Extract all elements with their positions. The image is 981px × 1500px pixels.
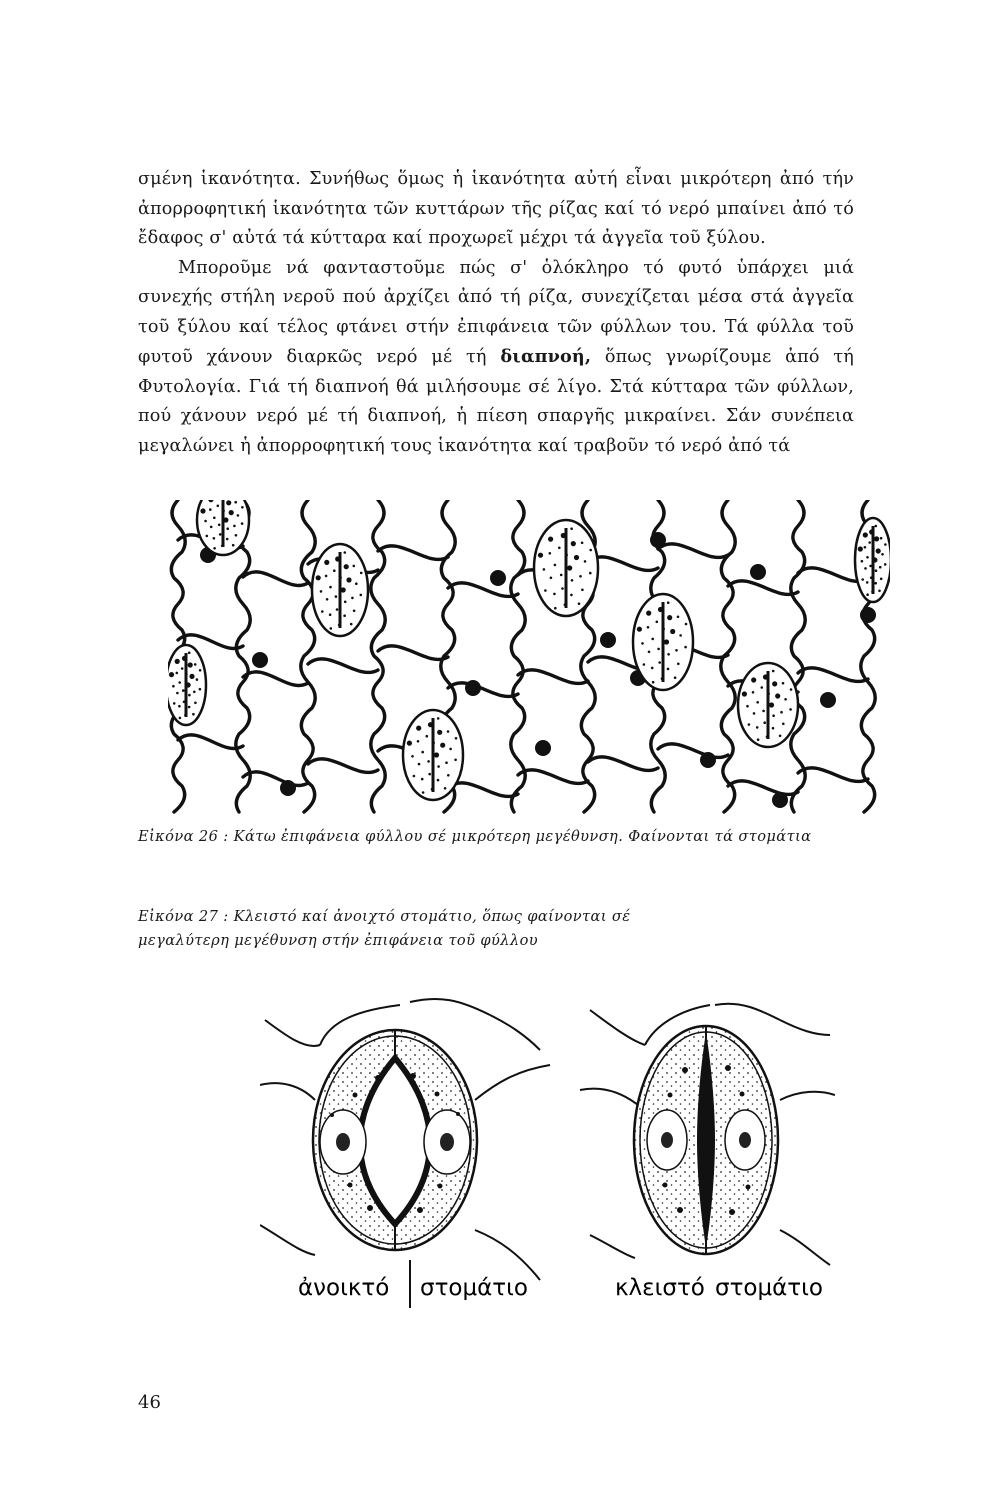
cell-wall-vertical bbox=[511, 500, 525, 812]
figure-27-stomata-detail bbox=[260, 990, 835, 1310]
stoma bbox=[633, 594, 693, 690]
cell-wall-cross bbox=[658, 744, 728, 758]
cell-nucleus bbox=[535, 740, 551, 756]
cell-wall-cross bbox=[243, 772, 308, 786]
cell-wall-cross bbox=[178, 735, 243, 749]
stoma bbox=[403, 710, 463, 800]
cell-wall-cross bbox=[798, 768, 868, 782]
term-diapnoi: διαπνοή, bbox=[500, 346, 592, 367]
figure-26-leaf-epidermis bbox=[168, 500, 890, 818]
figure-27-caption-line-2: μεγαλύτερη μεγέθυνση στήν ἐπιφάνεια τοῦ φύλλου bbox=[138, 932, 539, 949]
stoma bbox=[738, 663, 798, 747]
cell-wall-cross bbox=[658, 544, 728, 558]
cell-nucleus bbox=[465, 680, 481, 696]
cell-wall-cross bbox=[378, 646, 448, 660]
label-closed-word-1: κλειστό bbox=[615, 1275, 705, 1301]
figure-27-caption bbox=[138, 905, 738, 953]
cell-wall-cross bbox=[243, 572, 308, 586]
cell-wall-cross bbox=[588, 757, 658, 771]
label-closed-word-2: στομάτιο bbox=[715, 1275, 823, 1301]
body-text bbox=[138, 165, 854, 461]
cell-wall-cross bbox=[308, 759, 378, 773]
cell-nucleus bbox=[700, 752, 716, 768]
cell-wall-cross bbox=[448, 583, 518, 597]
figure-27-caption-line-1: Εἰκόνα 27 : Κλειστό καί ἀνοιχτό στομάτιο, ὅπως φαίνονται σέ bbox=[138, 908, 631, 925]
label-open-word-1: ἀνοικτό bbox=[298, 1275, 390, 1301]
cell-nucleus bbox=[280, 780, 296, 796]
page-number: 46 bbox=[138, 1392, 161, 1413]
cell-nucleus bbox=[820, 692, 836, 708]
cell-wall-cross bbox=[728, 581, 798, 595]
cell-wall-cross bbox=[308, 659, 378, 673]
cell-nucleus bbox=[650, 532, 666, 548]
cell-nucleus bbox=[490, 570, 506, 586]
cell-wall-vertical bbox=[791, 500, 805, 812]
cell-wall-cross bbox=[448, 783, 518, 797]
stoma bbox=[168, 645, 206, 725]
cell-wall-cross bbox=[728, 781, 798, 795]
stomata-group bbox=[168, 500, 890, 800]
stoma bbox=[197, 500, 249, 555]
closed-stoma bbox=[634, 1026, 778, 1254]
paragraph-2 bbox=[138, 254, 854, 462]
cell-nucleus bbox=[772, 792, 788, 808]
stoma bbox=[534, 520, 598, 616]
cell-nucleus bbox=[750, 564, 766, 580]
label-open-word-2: στομάτιο bbox=[420, 1275, 528, 1301]
open-stoma bbox=[313, 1030, 477, 1250]
cell-wall-cross bbox=[378, 546, 448, 560]
cell-wall-cross bbox=[448, 683, 518, 697]
cell-wall-cross bbox=[243, 672, 308, 686]
cell-wall-cross bbox=[798, 668, 868, 682]
paragraph-2-part-b: ὅπως γνωρίζουμε ἀπό τή Φυτολογία. Γιά τή διαπνοή θά μιλήσουμε σέ λίγο. Στά κύτταρα τῶν φύλλων, πού χάνουν νερό μέ τή διαπνοή, ἡ πίεση σπαργῆς μικραίνει. Σάν συνέπεια μεγαλώνει ἡ ἀπορροφητική τους ἱκανότητα καί τραβοῦν τό νερό ἀπό τά bbox=[138, 347, 854, 456]
stoma bbox=[312, 544, 368, 636]
cell-nucleus bbox=[600, 632, 616, 648]
stoma bbox=[855, 518, 890, 602]
paragraph-1: σμένη ἱκανότητα. Συνήθως ὅμως ἡ ἱκανότητα αὐτή εἶναι μικρότερη ἀπό τήν ἀπορροφητική ἱκανότητα τῶν κυττάρων τῆς ρίζας καί τό νερό μπαίνει ἀπό τό ἔδαφος σ' αὐτά τά κύτταρα καί προχωρεῖ μέχρι τά ἀγγεῖα τοῦ ξύλου. bbox=[138, 169, 854, 248]
cell-wall-cross bbox=[518, 770, 588, 784]
paragraph-2-part-a: Μποροῦμε νά φανταστοῦμε πώς σ' ὁλόκληρο τό φυτό ὑπάρχει μιά συνεχής στήλη νεροῦ πού ἀρχίζει ἀπό τή ρίζα, συνεχίζεται μέσα στά ἀγγεῖα τοῦ ξύλου καί τέλος φτάνει στήν ἐπιφάνεια τῶν φύλλων του. Τά φύλλα τοῦ φυτοῦ χάνουν διαρκῶς νερό μέ τή bbox=[138, 257, 854, 367]
cell-nucleus bbox=[860, 607, 876, 623]
epidermal-cell-walls bbox=[171, 500, 875, 812]
cell-wall-cross bbox=[518, 670, 588, 684]
figure-26-caption: Εἰκόνα 26 : Κάτω ἐπιφάνεια φύλλου σέ μικρότερη μεγέθυνση. Φαίνονται τά στομάτια bbox=[138, 828, 812, 845]
cell-nucleus bbox=[252, 652, 268, 668]
